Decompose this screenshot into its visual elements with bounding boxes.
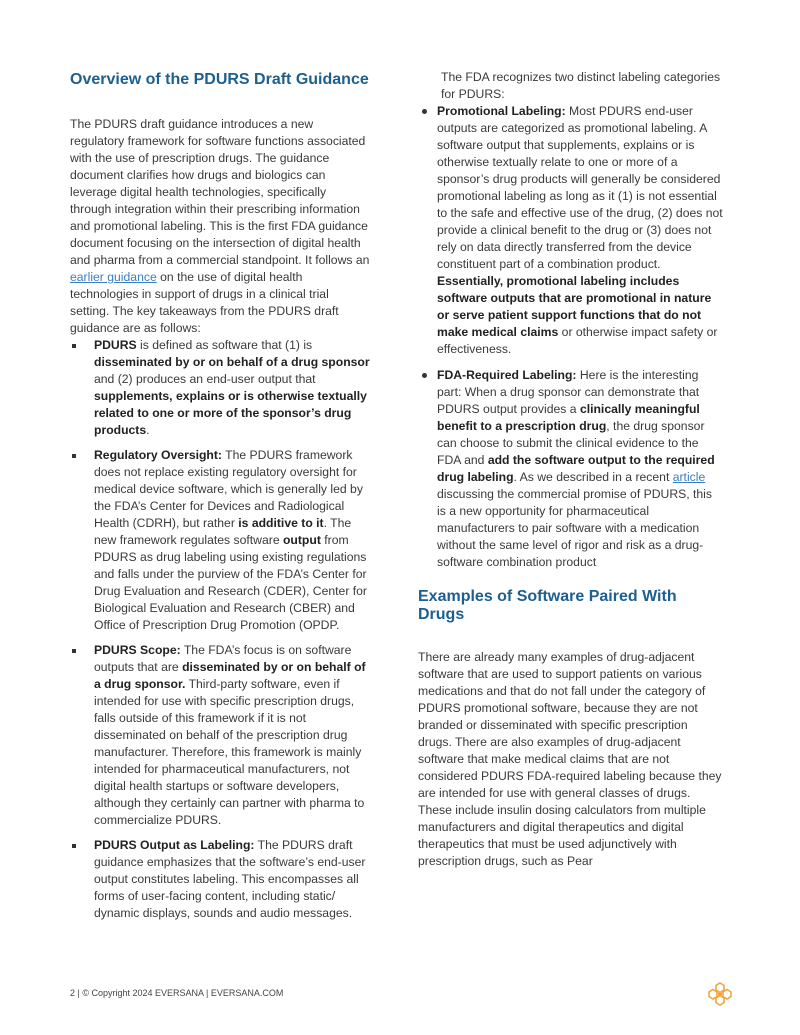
body-text: . xyxy=(146,423,150,437)
body-text: discussing the commercial promise of PDURS, this is a new opportunity for pharmaceutical manufacturers to pair software with a medication without the same level of rigor and risk as a drug-software combination product xyxy=(437,487,712,569)
bold-text: PDURS xyxy=(94,338,137,352)
body-text: and (2) produces an end-user output that xyxy=(94,372,316,386)
body-text: The FDA’s focus is on software outputs that are xyxy=(94,643,352,674)
bold-text: PDURS Output as Labeling: xyxy=(94,838,255,852)
left-column xyxy=(70,71,370,930)
body-text: . As we described in a recent xyxy=(513,470,673,484)
bold-text: PDURS Scope: xyxy=(94,643,181,657)
body-text: from PDURS as drug labeling using existing regulations and falls under the purview of the FDA’s Center for Drug Evaluation and Research (CDER), Center for Biological Evaluation and Research (CBER) and Office of Prescription Drug Promotion (OPDP. xyxy=(94,533,367,632)
examples-heading: Examples of Software Paired With Drugs xyxy=(418,588,677,623)
list-item-output-as-labeling xyxy=(70,837,370,922)
list-item-regulatory-oversight xyxy=(70,447,370,634)
bold-text: Promotional Labeling: xyxy=(437,104,566,118)
bold-text: disseminated by or on behalf of a drug sponsor xyxy=(94,355,370,369)
body-text: , the drug sponsor can choose to submit the clinical evidence to the FDA and xyxy=(437,419,705,467)
bold-text: add the software output to the required drug labeling xyxy=(437,453,715,484)
overview-heading: Overview of the PDURS Draft Guidance xyxy=(70,71,369,88)
list-item-pdurs-definition xyxy=(70,337,370,439)
earlier-guidance-link[interactable]: earlier guidance xyxy=(70,270,157,284)
intro-text-after-link: on the use of digital health technologies in support of drugs in a clinical trial setting. The key takeaways from the PDURS draft guidance are as follows: xyxy=(70,270,339,335)
bold-text: disseminated by or on behalf of a drug sponsor. xyxy=(94,660,366,691)
body-text: Most PDURS end-user outputs are categorized as promotional labeling. A software output that supplements, explains or is otherwise textually relate to one or more of a sponsor’s drug products will generally be considered promotional labeling as long as it (1) is not essential to the safe and effective use of the drug, (2) does not provide a clinical benefit to the drug or (3) does not rely on data directly transferred from the device constituent part of a combination product. xyxy=(437,104,723,271)
overview-intro-paragraph xyxy=(70,116,370,337)
eversana-logo-icon xyxy=(707,981,733,1007)
examples-paragraph: There are already many examples of drug-adjacent software that are used to support patients on various medications and that do not fall under the category of PDURS promotional software, because they are not branded or disseminated with specific prescription drugs. There are also examples of drug-adjacent software that make medical claims that are not considered PDURS FDA-required labeling because they are intended for use with general classes of drugs. These include insulin dosing calculators from multiple manufacturers and digital therapeutics and digital therapeutics that must be used adjunctively with prescription drugs, such as Pear xyxy=(418,650,722,868)
list-item-fda-required-labeling xyxy=(418,367,723,571)
article-link[interactable]: article xyxy=(672,470,706,484)
bold-text: supplements, explains or is otherwise textually related to one or more of the sponsor’s drug products xyxy=(94,389,367,437)
body-text: Third-party software, even if intended for use with specific prescription drugs, falls outside of this framework if it is not disseminated on behalf of the prescription drug manufacturer. Therefore, this framework is mainly intended for pharmaceutical manufacturers, not digital health startups or software developers, although they certainly can partner with pharma to commercialize PDURS. xyxy=(94,677,365,827)
body-text: The PDURS framework does not replace existing regulatory oversight for medical device software, which is generally led by the FDA’s Center for Devices and Radiological Health (CDRH), but rather xyxy=(94,448,363,530)
bold-text: is additive to it xyxy=(238,516,324,530)
right-column xyxy=(418,69,723,870)
labeling-categories-intro: The FDA recognizes two distinct labeling categories for PDURS: xyxy=(441,70,721,101)
bold-text: FDA-Required Labeling: xyxy=(437,368,577,382)
body-text: Here is the interesting part: When a drug sponsor can demonstrate that PDURS output provides a xyxy=(437,368,700,416)
bold-text: Essentially, promotional labeling includes software outputs that are promotional in nature or serve patient support functions that do not make medical claims xyxy=(437,274,712,339)
intro-text-before-link: The PDURS draft guidance introduces a new regulatory framework for software functions associated with the use of prescription drugs. The guidance document clarifies how drugs and biologics can leverage digital health technologies, specifically through integration within their prescribing information and promotional labeling. This is the first FDA guidance document focusing on the intersection of digital health and pharma from a commercial standpoint. It follows an xyxy=(70,117,370,267)
labeling-categories-list xyxy=(418,103,723,571)
bold-text: clinically meaningful benefit to a prescription drug xyxy=(437,402,700,433)
bold-text: Regulatory Oversight: xyxy=(94,448,222,462)
list-item-promotional-labeling xyxy=(418,103,723,358)
page-footer: 2 | © Copyright 2024 EVERSANA | EVERSANA.COM xyxy=(70,988,284,998)
body-text: . The new framework regulates software xyxy=(94,516,352,547)
bold-text: output xyxy=(282,533,321,547)
key-takeaways-list xyxy=(70,337,370,922)
body-text: The PDURS draft guidance emphasizes that the software’s end-user output constitutes labeling. This encompasses all forms of user-facing content, including static/ dynamic displays, sounds and audio messages. xyxy=(94,838,366,920)
body-text: or otherwise impact safety or effectiveness. xyxy=(437,325,718,356)
body-text: is defined as software that (1) is xyxy=(136,338,313,352)
list-item-pdurs-scope xyxy=(70,642,370,829)
